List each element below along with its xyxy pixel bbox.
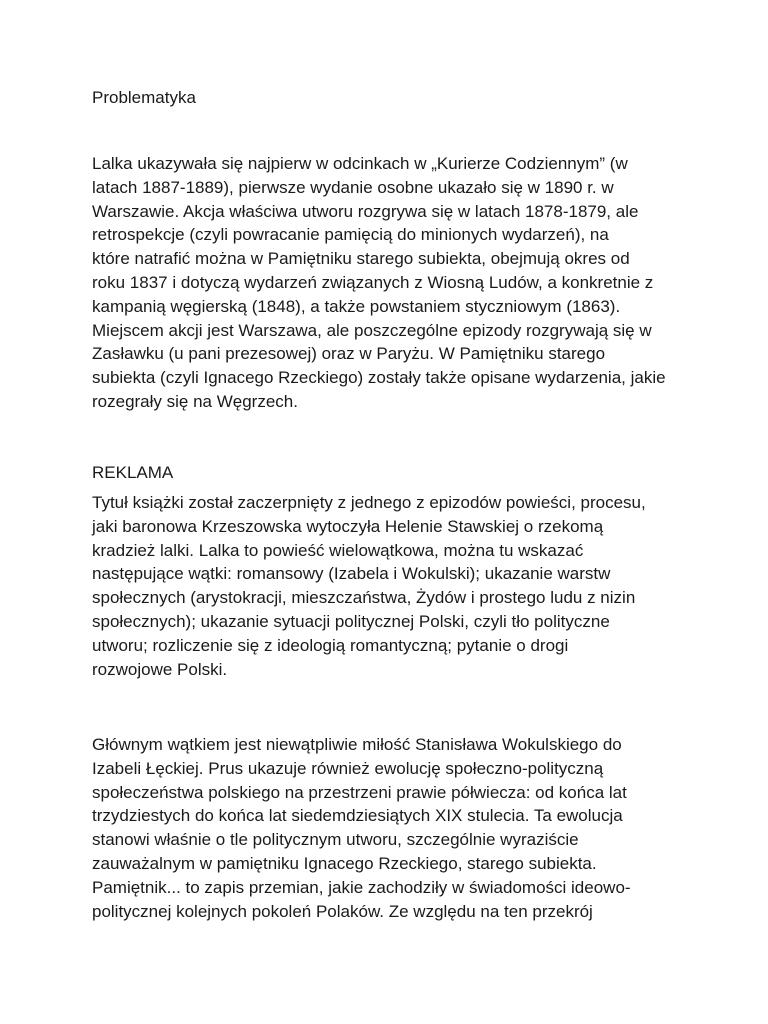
paragraph-line: stanowi właśnie o tle politycznym utworu, szczególnie wyraziście (92, 830, 579, 850)
paragraph-line: rozwojowe Polski. (92, 659, 228, 679)
paragraph-line: kradzież lalki. Lalka to powieść wielowątkowa, można tu wskazać (92, 540, 584, 560)
paragraph-line: rozegrały się na Węgrzech. (92, 391, 298, 411)
paragraph-3 (92, 733, 692, 923)
ad-label (92, 461, 692, 485)
paragraph-line: następujące wątki: romansowy (Izabela i Wokulski); ukazanie warstw (92, 564, 611, 584)
paragraph-line: jaki baronowa Krzeszowska wytoczyła Helenie Stawskiej o rzekomą (92, 516, 604, 536)
paragraph-line: zauważalnym w pamiętniku Ignacego Rzeckiego, starego subiekta. (92, 853, 597, 873)
paragraph-line: społeczeństwa polskiego na przestrzeni prawie półwiecza: od końca lat (92, 782, 627, 802)
paragraph-line: Głównym wątkiem jest niewątpliwie miłość Stanisława Wokulskiego do (92, 735, 622, 754)
paragraph-line: społecznych (arystokracji, mieszczaństwa, Żydów i prostego ludu z nizin (92, 588, 636, 608)
paragraph-line: Miejscem akcji jest Warszawa, ale poszczególne epizody rozgrywają się w (92, 320, 652, 340)
paragraph-line: Pamiętnik... to zapis przemian, jakie zachodziły w świadomości ideowo- (92, 877, 631, 897)
paragraph-line: subiekta (czyli Ignacego Rzeckiego) zostały także opisane wydarzenia, jakie (92, 368, 666, 388)
paragraph-line: kampanią węgierską (1848), a także powstaniem styczniowym (1863). (92, 296, 621, 316)
paragraph-2 (92, 491, 692, 681)
paragraph-line: politycznej kolejnych pokoleń Polaków. Ze względu na ten przekrój (92, 901, 593, 921)
paragraph-line: Zasławku (u pani prezesowej) oraz w Paryżu. W Pamiętniku starego (92, 344, 606, 364)
paragraph-line: latach 1887-1889), pierwsze wydanie osobne ukazało się w 1890 r. w (92, 177, 614, 197)
paragraph-line: społecznych); ukazanie sytuacji politycznej Polski, czyli tło polityczne (92, 611, 610, 631)
paragraph-line: Warszawie. Akcja właściwa utworu rozgrywa się w latach 1878-1879, ale (92, 201, 639, 221)
paragraph-line: Lalka ukazywała się najpierw w odcinkach w „Kurierze Codziennym” (w (92, 154, 628, 173)
paragraph-line: retrospekcje (czyli powracanie pamięcią do minionych wydarzeń), na (92, 225, 609, 245)
paragraph-line: trzydziestych do końca lat siedemdziesiątych XIX stulecia. Ta ewolucja (92, 806, 623, 826)
heading-text: Problematyka (92, 88, 196, 107)
section-heading (92, 86, 692, 110)
paragraph-line: które natrafić można w Pamiętniku starego subiekta, obejmują okres od (92, 249, 630, 269)
paragraph-line: Tytuł książki został zaczerpnięty z jednego z epizodów powieści, procesu, (92, 493, 646, 512)
ad-label-text: REKLAMA (92, 463, 174, 482)
paragraph-line: roku 1837 i dotyczą wydarzeń związanych z Wiosną Ludów, a konkretnie z (92, 272, 654, 292)
paragraph-line: utworu; rozliczenie się z ideologią romantyczną; pytanie o drogi (92, 635, 569, 655)
paragraph-1 (92, 152, 692, 414)
paragraph-line: Izabeli Łęckiej. Prus ukazuje również ewolucję społeczno-polityczną (92, 758, 604, 778)
